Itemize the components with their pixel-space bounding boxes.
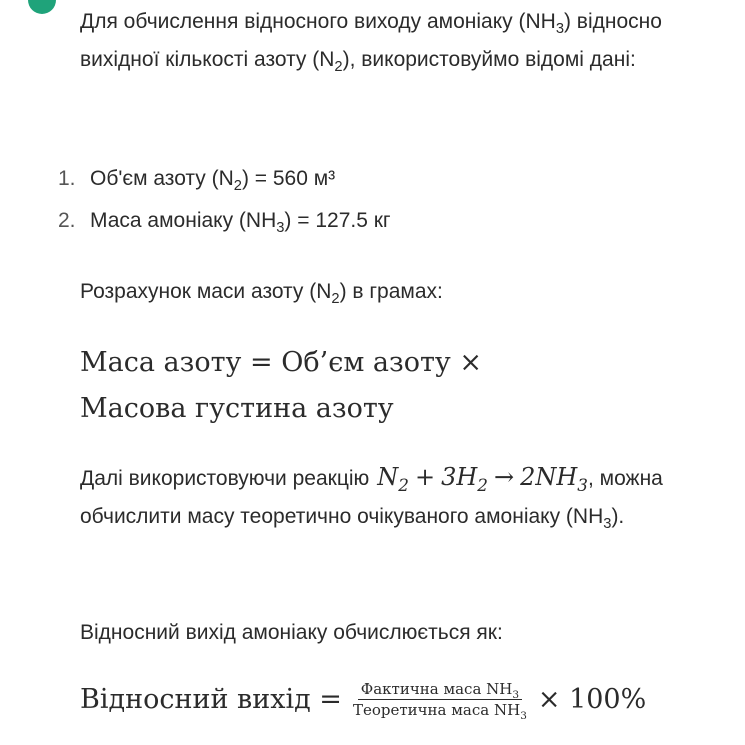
- intro-text-c: ), використовуймо відомі дані:: [342, 48, 636, 71]
- reaction-equation: $N_2 + 3H_2 \to 2NH_3$: [377, 463, 588, 495]
- formula-line-2: Масова густина азоту: [80, 393, 394, 424]
- list-item-text: Об'єм азоту $(N_2) = 560$ м³: [90, 167, 336, 195]
- list-item: [50, 158, 391, 200]
- relative-yield-formula: [80, 680, 647, 722]
- list-item-number: 2.: [58, 209, 76, 232]
- intro-sub-a: 3: [555, 21, 564, 38]
- formula-lhs: Відносний вихід =: [80, 684, 342, 715]
- list-item-text: Маса амоніаку $(NH_3) = 127.5$ кг: [90, 209, 391, 237]
- reaction-paragraph: Далі використовуючи реакцію $N_2 + 3H_2 \to 2NH_3$, можна обчислити масу теоретично очікуваного амоніаку $(NH_3)$.: [80, 463, 663, 533]
- nitrogen-mass-formula: [80, 340, 482, 432]
- intro-text-b: ) відносно вихідної кількості азоту (N: [80, 10, 662, 71]
- intro-sub-b: 2: [334, 59, 343, 76]
- formula-rhs: × 100%: [537, 684, 647, 715]
- nitrogen-mass-paragraph: Розрахунок маси азоту $(N_2)$ в грамах:: [80, 280, 443, 308]
- fraction: [350, 680, 530, 722]
- list-item: [50, 200, 391, 242]
- intro-text-a: Для обчислення відносного виходу амоніаку (NH: [80, 10, 556, 33]
- known-data-list: [50, 158, 391, 242]
- intro-paragraph: [80, 3, 720, 79]
- fraction-numerator: Фактична маса $NH_3$: [358, 680, 522, 700]
- list-item-number: 1.: [58, 167, 76, 190]
- formula-line-1: Маса азоту = Об’єм азоту ×: [80, 347, 483, 378]
- assistant-avatar-icon: [28, 0, 56, 14]
- relative-yield-paragraph: Відносний вихід амоніаку обчислюється як:: [80, 621, 503, 644]
- fraction-denominator: Теоретична маса $NH_3$: [352, 701, 527, 722]
